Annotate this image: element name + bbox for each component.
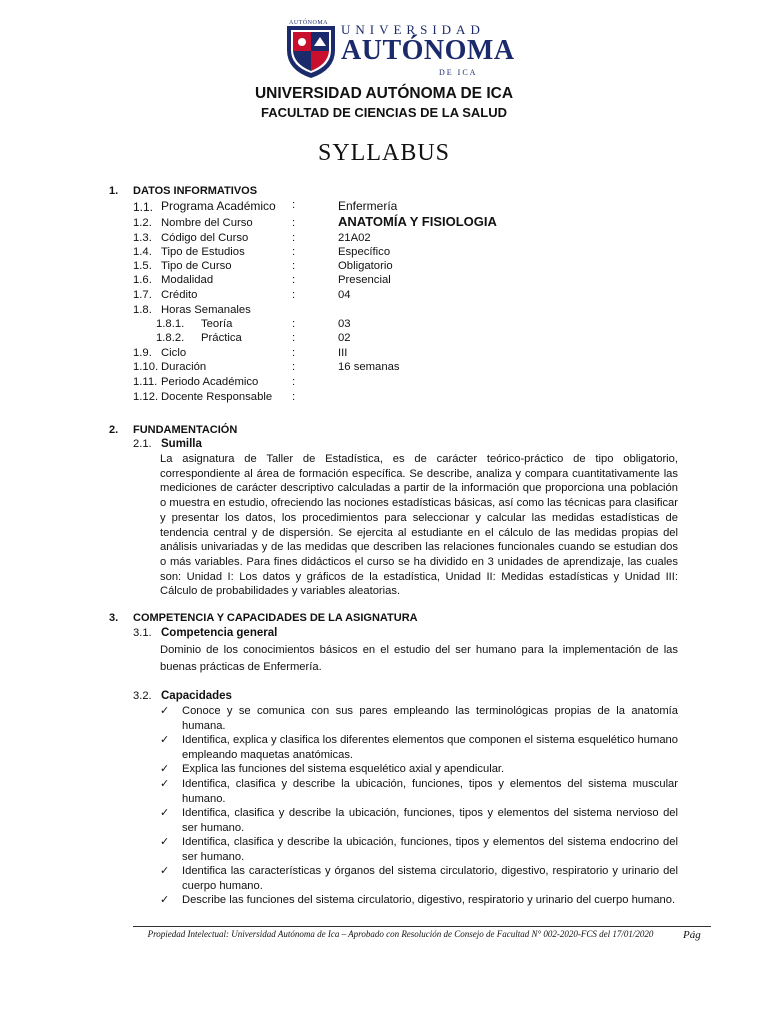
info-row-colon: : bbox=[292, 332, 296, 344]
university-logo bbox=[283, 18, 523, 80]
info-row-num: 1.12. bbox=[133, 391, 159, 403]
info-row-colon: : bbox=[292, 274, 296, 286]
info-row-num: 1.9. bbox=[133, 347, 152, 359]
info-row-colon: : bbox=[292, 289, 296, 301]
list-item-text: Identifica, clasifica y describe la ubicación, funciones, tipos y elementos del sistema nervioso del ser humano. bbox=[182, 807, 678, 834]
section-1-number: 1. bbox=[109, 185, 119, 197]
info-row-value: Enfermería bbox=[338, 199, 398, 213]
info-row-label: Programa Académico bbox=[161, 199, 276, 213]
info-row-label: Docente Responsable bbox=[161, 391, 273, 403]
info-row-label: Periodo Académico bbox=[161, 376, 259, 388]
info-row-num: 1.6. bbox=[133, 274, 152, 286]
list-item-text: Identifica, clasifica y describe la ubicación, funciones, tipos y elementos del sistema endocrino del ser humano. bbox=[182, 836, 678, 863]
competencia-paragraph: Dominio de los conocimientos básicos en el estudio del ser humano para la implementación de las buenas prácticas de Enfermería. bbox=[160, 644, 678, 673]
info-row-num: 1.4. bbox=[133, 246, 152, 258]
info-row-label: Modalidad bbox=[161, 274, 214, 286]
checkmark-icon: ✓ bbox=[160, 705, 170, 717]
info-row-value: Obligatorio bbox=[338, 260, 393, 272]
info-row-num: 1.7. bbox=[133, 289, 152, 301]
section-2-1-title: Sumilla bbox=[161, 438, 202, 450]
logo-small-text: AUTÓNOMA bbox=[289, 20, 328, 26]
page-label: Pág bbox=[683, 929, 701, 941]
info-row-label: Horas Semanales bbox=[161, 304, 251, 316]
logo-autonoma-word: AUTÓNOMA bbox=[341, 35, 515, 66]
checkmark-icon: ✓ bbox=[160, 778, 170, 790]
info-row-colon: : bbox=[292, 318, 296, 330]
info-row-colon: : bbox=[292, 347, 296, 359]
info-row-num: 1.11. bbox=[133, 376, 158, 388]
logo-de-ica: DE ICA bbox=[439, 68, 478, 77]
info-row-value: 03 bbox=[338, 318, 351, 330]
info-row-colon: : bbox=[292, 376, 296, 388]
section-2-number: 2. bbox=[109, 424, 119, 436]
section-2-title: FUNDAMENTACIÓN bbox=[133, 424, 238, 436]
info-row-num: 1.8.1. bbox=[156, 318, 185, 330]
list-item-text: Identifica, clasifica y describe la ubicación, funciones, tipos y elementos del sistema muscular humano. bbox=[182, 778, 678, 805]
info-row-label: Teoría bbox=[201, 318, 233, 330]
list-item-text: Explica las funciones del sistema esquelético axial y apendicular. bbox=[182, 763, 505, 775]
info-row-num: 1.8.2. bbox=[156, 332, 185, 344]
info-row-label: Práctica bbox=[201, 332, 242, 344]
university-title: UNIVERSIDAD AUTÓNOMA DE ICA bbox=[254, 85, 514, 102]
checkmark-icon: ✓ bbox=[160, 734, 170, 746]
footer-divider bbox=[133, 926, 711, 927]
info-row-colon: : bbox=[292, 199, 296, 211]
shield-logo-icon bbox=[283, 18, 339, 80]
checkmark-icon: ✓ bbox=[160, 836, 170, 848]
list-item-text: Identifica las características y órganos del sistema circulatorio, digestivo, respiratorio y urinario del cuerpo humano. bbox=[182, 865, 678, 892]
course-name-value: ANATOMÍA Y FISIOLOGIA bbox=[338, 214, 497, 229]
section-3-1-number: 3.1. bbox=[133, 627, 152, 639]
info-row-colon: : bbox=[292, 361, 296, 373]
info-row-value: Presencial bbox=[338, 274, 391, 286]
info-row-colon: : bbox=[292, 217, 296, 229]
info-row-colon: : bbox=[292, 391, 296, 403]
info-row-colon: : bbox=[292, 232, 296, 244]
info-row-label: Duración bbox=[161, 361, 207, 373]
info-row-value: Específico bbox=[338, 246, 391, 258]
info-row-label: Ciclo bbox=[161, 347, 187, 359]
section-3-2-title: Capacidades bbox=[161, 690, 232, 702]
checkmark-icon: ✓ bbox=[160, 763, 170, 775]
info-row-value: 04 bbox=[338, 289, 351, 301]
info-row-value: 02 bbox=[338, 332, 351, 344]
info-row-label: Código del Curso bbox=[161, 232, 249, 244]
info-row-num: 1.5. bbox=[133, 260, 152, 272]
info-row-value: 16 semanas bbox=[338, 361, 400, 373]
document-title: SYLLABUS bbox=[317, 140, 451, 166]
section-3-2-number: 3.2. bbox=[133, 690, 152, 702]
info-row-label: Crédito bbox=[161, 289, 198, 301]
section-3-1-title: Competencia general bbox=[161, 627, 278, 639]
sumilla-paragraph: La asignatura de Taller de Estadística, es de carácter teórico-práctico de tipo obligatorio, correspondiente al área de formación específica. Se describe, analiza y compara cuantitativamente las mediciones de carácter descriptivo calculadas a partir de la información que proporciona una población o muestra en estudio, ofreciendo las nociones estadísticas básicas, así como las técnicas para clasificar y presentar los datos, los procedimientos para seleccionar y calcular las medidas estadísticas de tendencia central y de dispersión. Se ejercita al estudiante en el cálculo de las medidas propias del análisis univariadas y de las medidas que describen las relaciones funcionales cuando se estudian dos o más variables. Para fines didácticos el curso se ha dividido en 3 unidades de aprendizaje, las cuales son: Unidad I: Los datos y gráficos de la estadística, Unidad II: Medidas estadísticas y Unidad III: Cálculo de probabilidades y variables aleatorias. bbox=[160, 453, 678, 598]
info-row-value: III bbox=[338, 347, 348, 359]
info-row-num: 1.2. bbox=[133, 217, 152, 229]
info-row-num: 1.3. bbox=[133, 232, 152, 244]
section-2-1-number: 2.1. bbox=[133, 438, 152, 450]
faculty-title: FACULTAD DE CIENCIAS DE LA SALUD bbox=[260, 105, 508, 120]
info-row-label: Tipo de Estudios bbox=[161, 246, 245, 258]
info-row-num: 1.8. bbox=[133, 304, 152, 316]
section-3-number: 3. bbox=[109, 612, 119, 624]
footer-text: Propiedad Intelectual: Universidad Autónoma de Ica – Aprobado con Resolución de Consejo de Facultad N° 002-2020-FCS del 17/01/2020 bbox=[147, 929, 654, 939]
list-item-text: Conoce y se comunica con sus pares empleando las terminológicas propias de la anatomía humana. bbox=[182, 705, 678, 732]
info-row-label: Tipo de Curso bbox=[161, 260, 232, 272]
section-1-title: DATOS INFORMATIVOS bbox=[133, 185, 258, 197]
info-row-colon: : bbox=[292, 246, 296, 258]
logo-university-word: UNIVERSIDAD bbox=[341, 22, 485, 37]
checkmark-icon: ✓ bbox=[160, 865, 170, 877]
list-item-text: Identifica, explica y clasifica los diferentes elementos que componen el sistema esquelético humano empleando maquetas anatómicas. bbox=[182, 734, 678, 761]
checkmark-icon: ✓ bbox=[160, 807, 170, 819]
checkmark-icon: ✓ bbox=[160, 894, 170, 906]
info-row-num: 1.1. bbox=[133, 200, 154, 214]
info-row-num: 1.10. bbox=[133, 361, 159, 373]
info-row-value: 21A02 bbox=[338, 232, 371, 244]
info-row-colon: : bbox=[292, 260, 296, 272]
section-3-title: COMPETENCIA Y CAPACIDADES DE LA ASIGNATURA bbox=[133, 612, 418, 624]
info-row-label: Nombre del Curso bbox=[161, 217, 253, 229]
list-item-text: Describe las funciones del sistema circulatorio, digestivo, respiratorio y urinario del cuerpo humano. bbox=[182, 894, 676, 906]
